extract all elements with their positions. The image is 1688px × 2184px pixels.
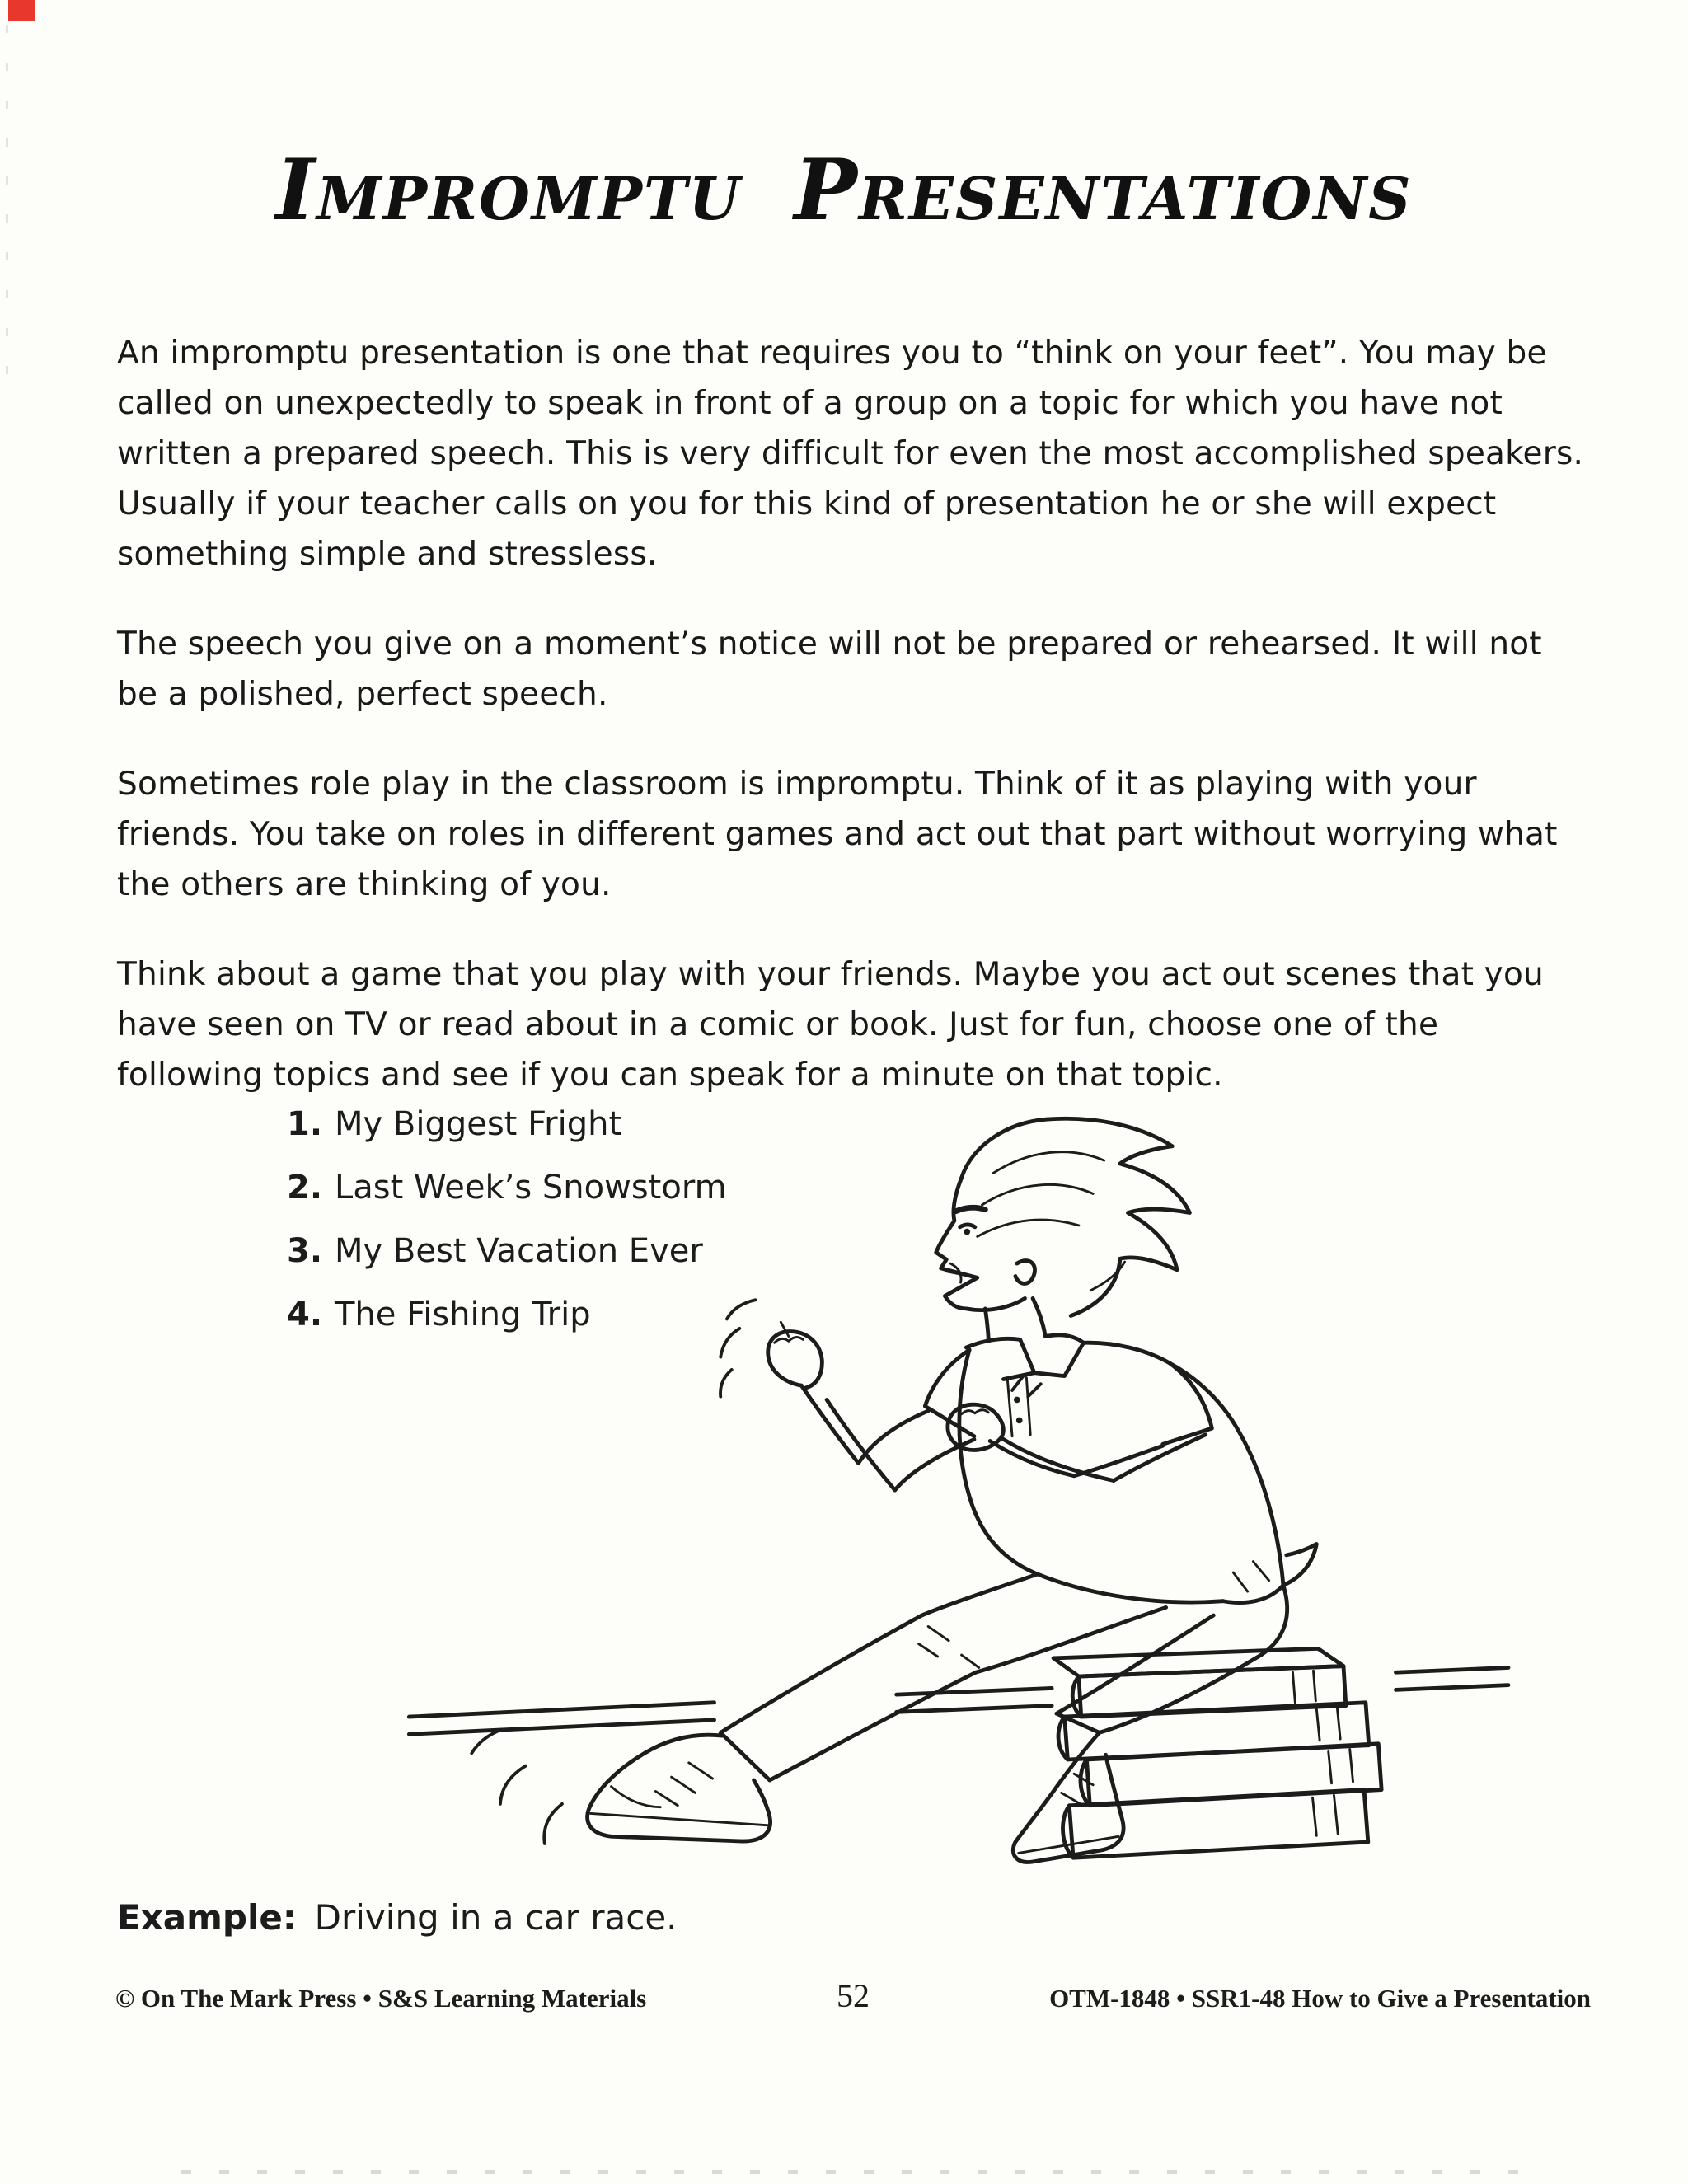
sneakers bbox=[588, 1732, 1123, 1862]
foot-motion-lines bbox=[471, 1729, 562, 1843]
paragraph-4: Think about a game that you play with your friends. Maybe you act out scenes that you have seen on TV or read about in a comic or book. Just for fun, choose one of the following topics and see if you can speak for a minute on that topic. bbox=[117, 956, 1544, 1094]
hair bbox=[962, 1118, 1190, 1315]
near-arm bbox=[768, 1322, 974, 1490]
example-row bbox=[117, 1897, 678, 1938]
scan-bottom-artifact bbox=[181, 2170, 1533, 2174]
list-item-label: Last Week’s Snowstorm bbox=[335, 1169, 727, 1207]
scan-red-mark bbox=[8, 0, 35, 21]
neck-collar bbox=[966, 1298, 1083, 1436]
hand-motion-lines bbox=[720, 1300, 756, 1396]
page-footer bbox=[115, 1976, 1591, 2015]
list-item-number: 4. bbox=[287, 1296, 323, 1333]
list-item-label: My Biggest Fright bbox=[335, 1105, 622, 1143]
legs bbox=[720, 1574, 1261, 1780]
footer-product-code: OTM-1848 • SSR1-48 How to Give a Presentation bbox=[1049, 1984, 1591, 2013]
paragraph-1: An impromptu presentation is one that requires you to “think on your feet”. You may be called on unexpectedly to speak in front of a group on a topic for which you have not written a prepared speech. This is very difficult for even the most accomplished speakers. Usually if your teacher calls on you for this kind of presentation he or she will expect something simple and stressless. bbox=[117, 335, 1584, 573]
paragraph-3: Sometimes role play in the classroom is impromptu. Think of it as playing with your friends. You take on roles in different games and act out that part without worrying what the others are thinking of you. bbox=[117, 766, 1558, 903]
far-arm bbox=[948, 1363, 1212, 1480]
body-copy bbox=[117, 328, 1589, 1140]
example-label: Example: bbox=[117, 1897, 297, 1938]
example-text: Driving in a car race. bbox=[314, 1897, 678, 1938]
face bbox=[936, 1178, 1035, 1310]
list-item-number: 2. bbox=[287, 1169, 323, 1207]
footer-publisher: © On The Mark Press • S&S Learning Materials bbox=[115, 1984, 647, 2013]
list-item-number: 3. bbox=[287, 1232, 323, 1270]
list-item-number: 1. bbox=[287, 1105, 323, 1143]
page-title: Impromptu Presentations bbox=[275, 141, 1413, 240]
student-illustration bbox=[363, 1100, 1541, 1924]
list-item-label: My Best Vacation Ever bbox=[335, 1232, 703, 1270]
page-number: 52 bbox=[837, 1977, 870, 2014]
paragraph-2: The speech you give on a moment’s notice will not be prepared or rehearsed. It will not be a polished, perfect speech. bbox=[117, 626, 1542, 713]
list-item-label: The Fishing Trip bbox=[335, 1296, 591, 1333]
